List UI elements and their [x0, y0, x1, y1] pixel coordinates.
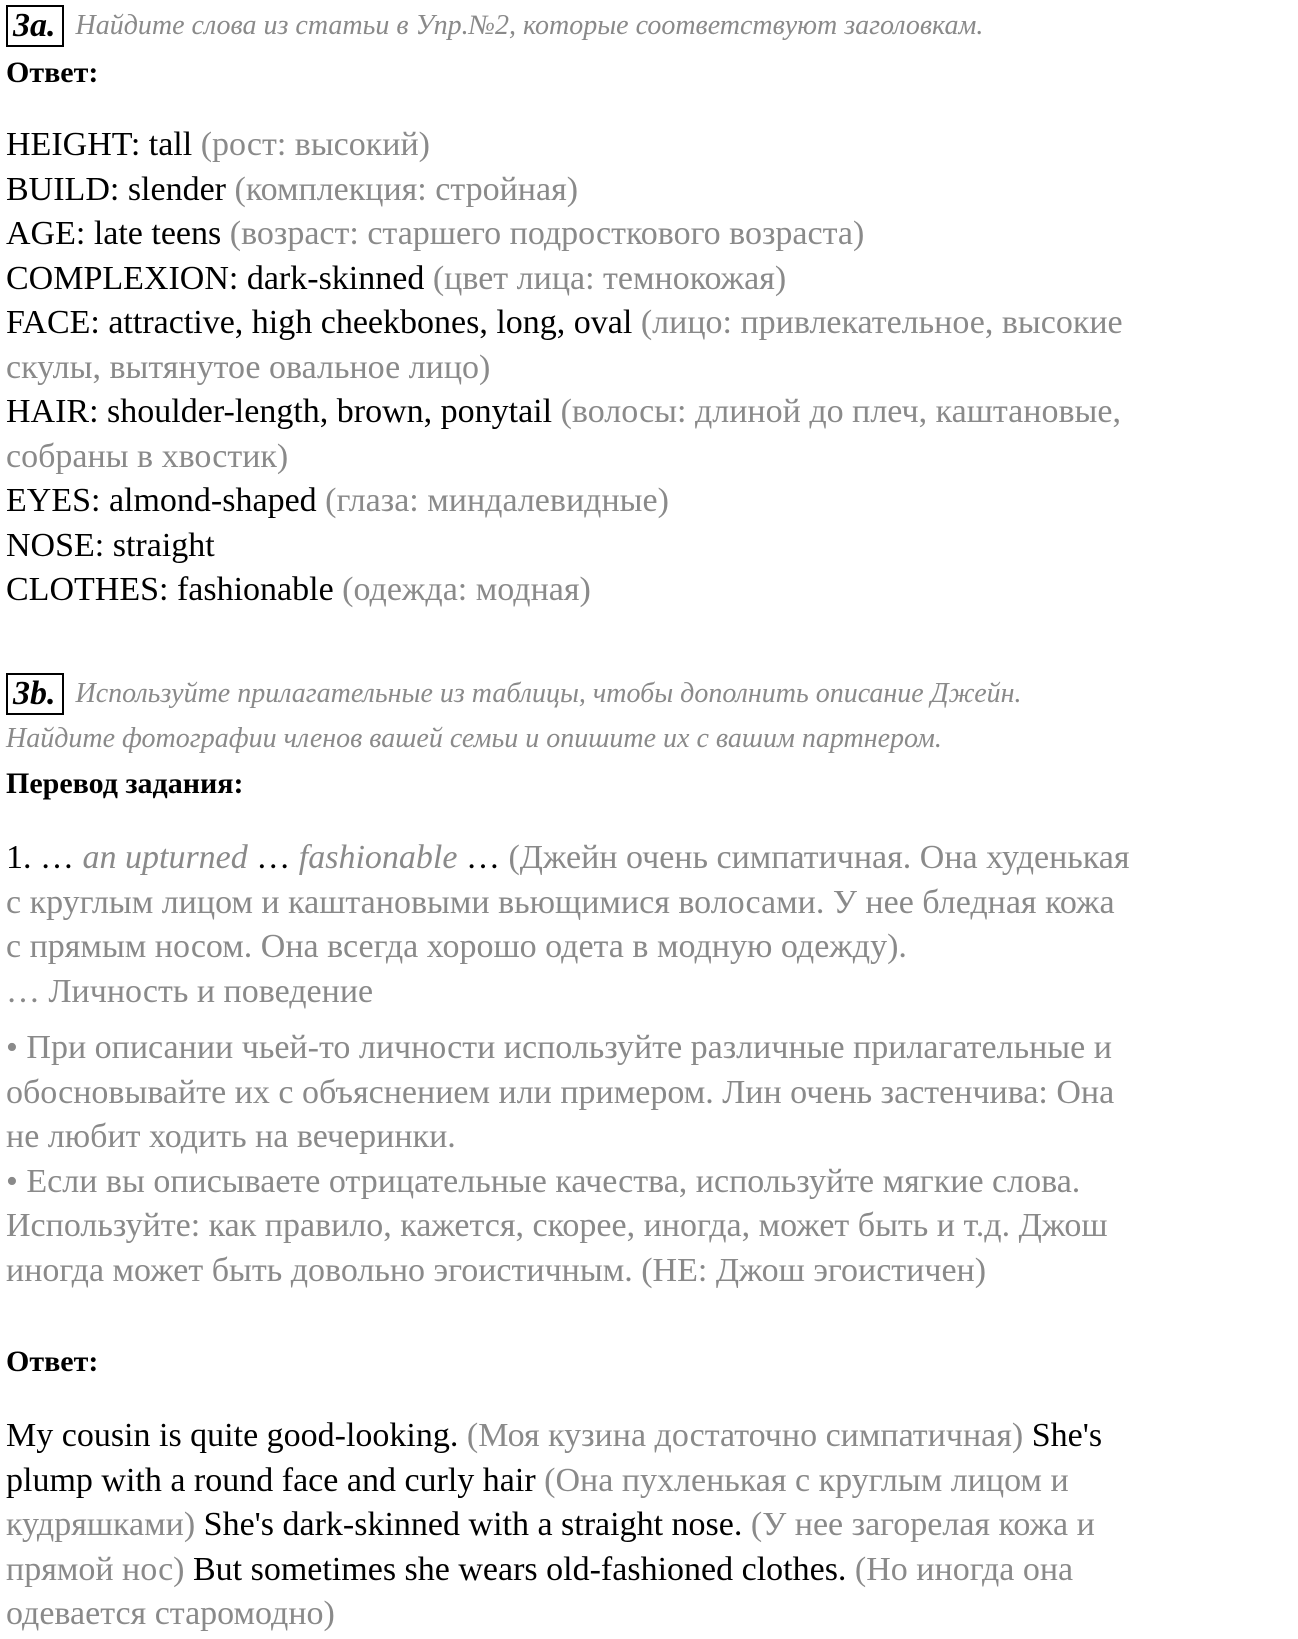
item-1-translation-4: … Личность и поведение — [6, 972, 374, 1010]
answer-line-height — [6, 123, 1123, 168]
answer-en: FACE: attractive, high cheekbones, long, oval — [6, 304, 633, 341]
item-1-first-line — [6, 836, 1130, 881]
answer-line-1 — [6, 1414, 1102, 1459]
task-3a-answer-list — [6, 123, 1123, 613]
task-3b-answer-label: Ответ: — [6, 1345, 99, 1378]
answer-ru: (глаза: миндалевидные) — [325, 482, 669, 519]
answer-line-age — [6, 212, 1123, 257]
answer-en: CLOTHES: fashionable — [6, 571, 334, 608]
tip-line: • Если вы описываете отрицательные качества, используйте мягкие слова. — [6, 1162, 1081, 1200]
tip-line: обосновывайте их с объяснением или примером. Лин очень застенчива: Она — [6, 1073, 1115, 1111]
answer-line-4 — [6, 1548, 1102, 1593]
answer-line-2 — [6, 1459, 1102, 1504]
task-3b-instruction-2: Найдите фотографии членов вашей семьи и опишите их с вашим партнером. — [6, 723, 942, 754]
item-1-translation-3: с прямым носом. Она всегда хорошо одета в модную одежду). — [6, 928, 907, 965]
answer-ru: (лицо: привлекательное, высокие — [640, 304, 1123, 341]
answer-en: AGE: late teens — [6, 215, 222, 252]
tip-line: Используйте: как правило, кажется, скорее, иногда, может быть и т.д. Джош — [6, 1207, 1108, 1244]
item-1-separator-1: … — [256, 839, 291, 876]
task-3b-answer — [6, 1414, 1102, 1637]
answer-ru: (цвет лица: темнокожая) — [432, 259, 787, 297]
answer-line-hair-cont: собраны в хвостик) — [6, 437, 289, 475]
answer-line-eyes — [6, 479, 1123, 524]
tip-line: • При описании чьей-то личности используйте различные прилагательные и — [6, 1029, 1112, 1066]
answer-line-clothes — [6, 568, 1123, 613]
task-3a-header — [6, 5, 983, 47]
answer-en: EYES: almond-shaped — [6, 482, 317, 519]
answer-ru: (Моя кузина достаточно симпатичная) — [466, 1417, 1024, 1454]
answer-ru: (волосы: длиной до плеч, каштановые, — [560, 393, 1121, 430]
tip-line: иногда может быть довольно эгоистичным. (НЕ: Джош эгоистичен) — [6, 1251, 987, 1289]
item-1-word-1: an upturned — [82, 839, 248, 876]
answer-ru: (У нее загорелая кожа и — [750, 1506, 1095, 1543]
task-3b-instruction-1: Используйте прилагательные из таблицы, чтобы дополнить описание Джейн. — [75, 678, 1022, 709]
task-3b-tips — [6, 1026, 1114, 1293]
answer-ru: (комплекция: стройная) — [234, 170, 579, 208]
answer-line-3 — [6, 1503, 1102, 1548]
answer-line-5: одевается старомодно) — [6, 1595, 335, 1632]
task-3a-answer-label: Ответ: — [6, 56, 99, 89]
answer-ru: (рост: высокий) — [200, 126, 430, 163]
answer-ru: (Она пухленькая с круглым лицом и — [544, 1461, 1069, 1499]
answer-en: BUILD: slender — [6, 170, 227, 208]
answer-line-face — [6, 301, 1123, 346]
item-1-number: 1. … — [6, 839, 74, 876]
answer-line-face-cont: скулы, вытянутое овальное лицо) — [6, 348, 491, 386]
task-3b-badge: 3b. — [6, 673, 64, 715]
answer-en: HAIR: shoulder-length, brown, ponytail — [6, 393, 553, 430]
answer-ru: (одежда: модная) — [342, 571, 591, 608]
answer-line-hair — [6, 390, 1123, 435]
answer-en: plump with a round face and curly hair — [6, 1461, 536, 1499]
item-1-translation-1: (Джейн очень симпатичная. Она худенькая — [508, 839, 1130, 876]
answer-en: COMPLEXION: dark-skinned — [6, 259, 425, 297]
answer-en: But sometimes she wears old-fashioned clothes. — [193, 1550, 847, 1588]
task-3a-badge: 3a. — [6, 5, 64, 47]
task-3a-instruction: Найдите слова из статьи в Упр.№2, которые соответствуют заголовкам. — [75, 10, 984, 41]
item-1-separator-2: … — [465, 839, 500, 876]
answer-en: My cousin is quite good-looking. — [6, 1417, 459, 1454]
tip-line: не любит ходить на вечеринки. — [6, 1118, 456, 1155]
answer-ru: (возраст: старшего подросткового возраста) — [229, 215, 865, 252]
answer-en: She's — [1031, 1417, 1103, 1454]
answer-line-build — [6, 168, 1123, 213]
answer-en: HEIGHT: tall — [6, 126, 193, 163]
answer-ru: кудряшками) — [6, 1506, 196, 1543]
answer-ru: прямой нос) — [6, 1550, 185, 1588]
task-3b-header — [6, 673, 1022, 715]
task-3b-translation-label: Перевод задания: — [6, 767, 244, 800]
answer-en: She's dark-skinned with a straight nose. — [203, 1506, 743, 1543]
answer-ru: (Но иногда она — [854, 1550, 1074, 1588]
answer-en: NOSE: straight — [6, 526, 215, 564]
answer-line-complexion — [6, 257, 1123, 302]
task-3b-item-1 — [6, 836, 1130, 1014]
item-1-word-2: fashionable — [298, 839, 458, 876]
answer-line-nose — [6, 524, 1123, 569]
item-1-translation-2: с круглым лицом и каштановыми вьющимися волосами. У нее бледная кожа — [6, 883, 1115, 921]
